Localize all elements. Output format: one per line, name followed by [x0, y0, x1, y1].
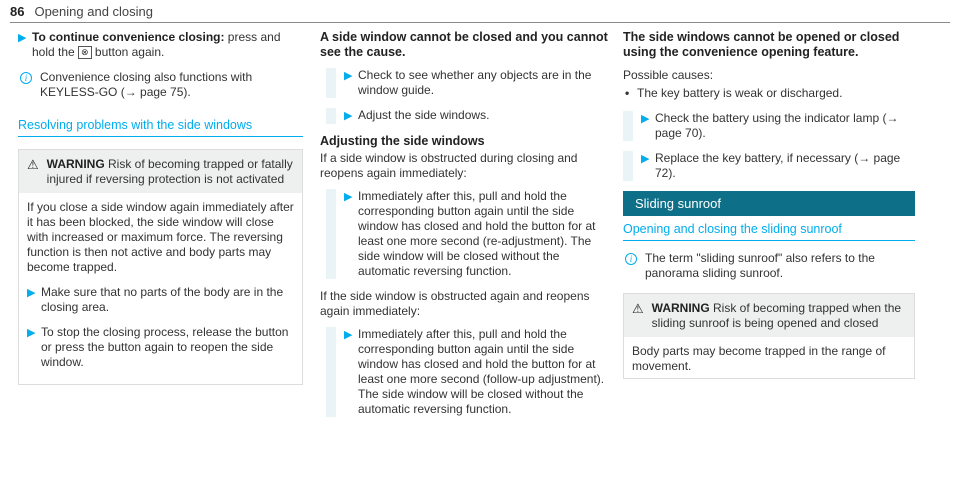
section-banner: Sliding sunroof	[623, 191, 915, 216]
column-middle	[320, 30, 608, 427]
paragraph: If the side window is obstructed again and reopens again immediately:	[320, 289, 590, 318]
warning-body: If you close a side window again immediately after it has been blocked, the side window will close with increased or maximum force. The reversing function is then not active and body parts may become trapped.	[27, 200, 294, 274]
note-sunroof: i The term "sliding sunroof" also refers to the panorama sliding sunroof.	[623, 251, 915, 281]
warning-box	[623, 293, 915, 379]
step-continue-closing	[18, 30, 303, 60]
note-keyless-go	[18, 70, 303, 100]
section-heading-sunroof: Opening and closing the sliding sunroof	[623, 222, 915, 241]
column-left	[18, 30, 303, 385]
heading-convenience-opening: The side windows cannot be opened or closed using the convenience opening feature.	[623, 30, 900, 59]
window-button-icon: ⊗	[78, 46, 92, 59]
step-arrow-icon: ▶	[27, 287, 36, 299]
warning-step: ▶ Make sure that no parts of the body are in the closing area.	[27, 285, 284, 314]
note-text: Convenience closing also functions with KEYLESS-GO (→ page 75).	[40, 70, 253, 99]
info-icon: i	[20, 72, 32, 84]
step-arrow-icon: ▶	[641, 113, 650, 125]
step-arrow-icon: ▶	[344, 329, 353, 341]
heading-cannot-close: A side window cannot be closed and you cannot see the cause.	[320, 30, 608, 59]
step-text-end: button again.	[91, 45, 165, 59]
paragraph: If a side window is obstructed during closing and reopens again immediately:	[320, 151, 578, 180]
causes-label: Possible causes:	[623, 68, 714, 82]
step: ▶ Check the battery using the indicator lamp (→ page 70).	[623, 111, 915, 141]
warning-triangle-icon: ⚠	[27, 157, 39, 172]
step-arrow-icon: ▶	[18, 32, 27, 44]
step-arrow-icon: ▶	[641, 153, 650, 165]
step-arrow-icon: ▶	[344, 110, 353, 122]
step-arrow-icon: ▶	[344, 191, 353, 203]
subheading-adjusting: Adjusting the side windows	[320, 134, 485, 148]
step-arrow-icon: ▶	[27, 327, 36, 339]
warning-body: Body parts may become trapped in the range of movement.	[632, 344, 886, 373]
list-item: • The key battery is weak or discharged.	[625, 86, 843, 100]
info-icon: i	[625, 253, 637, 265]
page-number: 86	[10, 4, 25, 19]
step: ▶ Immediately after this, pull and hold the corresponding button again until the side window has closed and hold the button for at least one more second (re-adjustment). The side window will be closed without the automatic reversing function.	[326, 189, 608, 279]
warning-step: ▶ To stop the closing process, release the button or press the button again to reopen the side window.	[27, 325, 289, 369]
step-text: press and hold the	[32, 30, 281, 59]
step: ▶ Adjust the side windows.	[326, 108, 608, 124]
step-arrow-icon: ▶	[344, 70, 353, 82]
column-right	[623, 30, 915, 379]
step: ▶ Check to see whether any objects are in the window guide.	[326, 68, 608, 98]
warning-label: WARNING	[651, 301, 710, 315]
page-title: Opening and closing	[34, 4, 153, 19]
step: ▶ Replace the key battery, if necessary (→ page 72).	[623, 151, 915, 181]
section-heading-side-windows: Resolving problems with the side windows	[18, 118, 303, 137]
warning-box	[18, 149, 303, 385]
header-divider	[10, 22, 950, 23]
warning-label: WARNING	[46, 157, 105, 171]
step-lead: To continue convenience closing:	[32, 30, 225, 44]
warning-triangle-icon: ⚠	[632, 301, 644, 316]
warning-title: Risk of becoming trapped or fatally injured if reversing protection is not activated	[46, 157, 293, 186]
step: ▶ Immediately after this, pull and hold the corresponding button again until the side window has closed and hold the button for at least one more second (follow-up adjustment). The side window will be closed without the automatic reversing function.	[326, 327, 608, 417]
bullet-icon: •	[625, 86, 630, 100]
warning-title: Risk of becoming trapped when the sliding sunroof is being opened and closed	[651, 301, 902, 330]
page-header	[10, 4, 153, 19]
